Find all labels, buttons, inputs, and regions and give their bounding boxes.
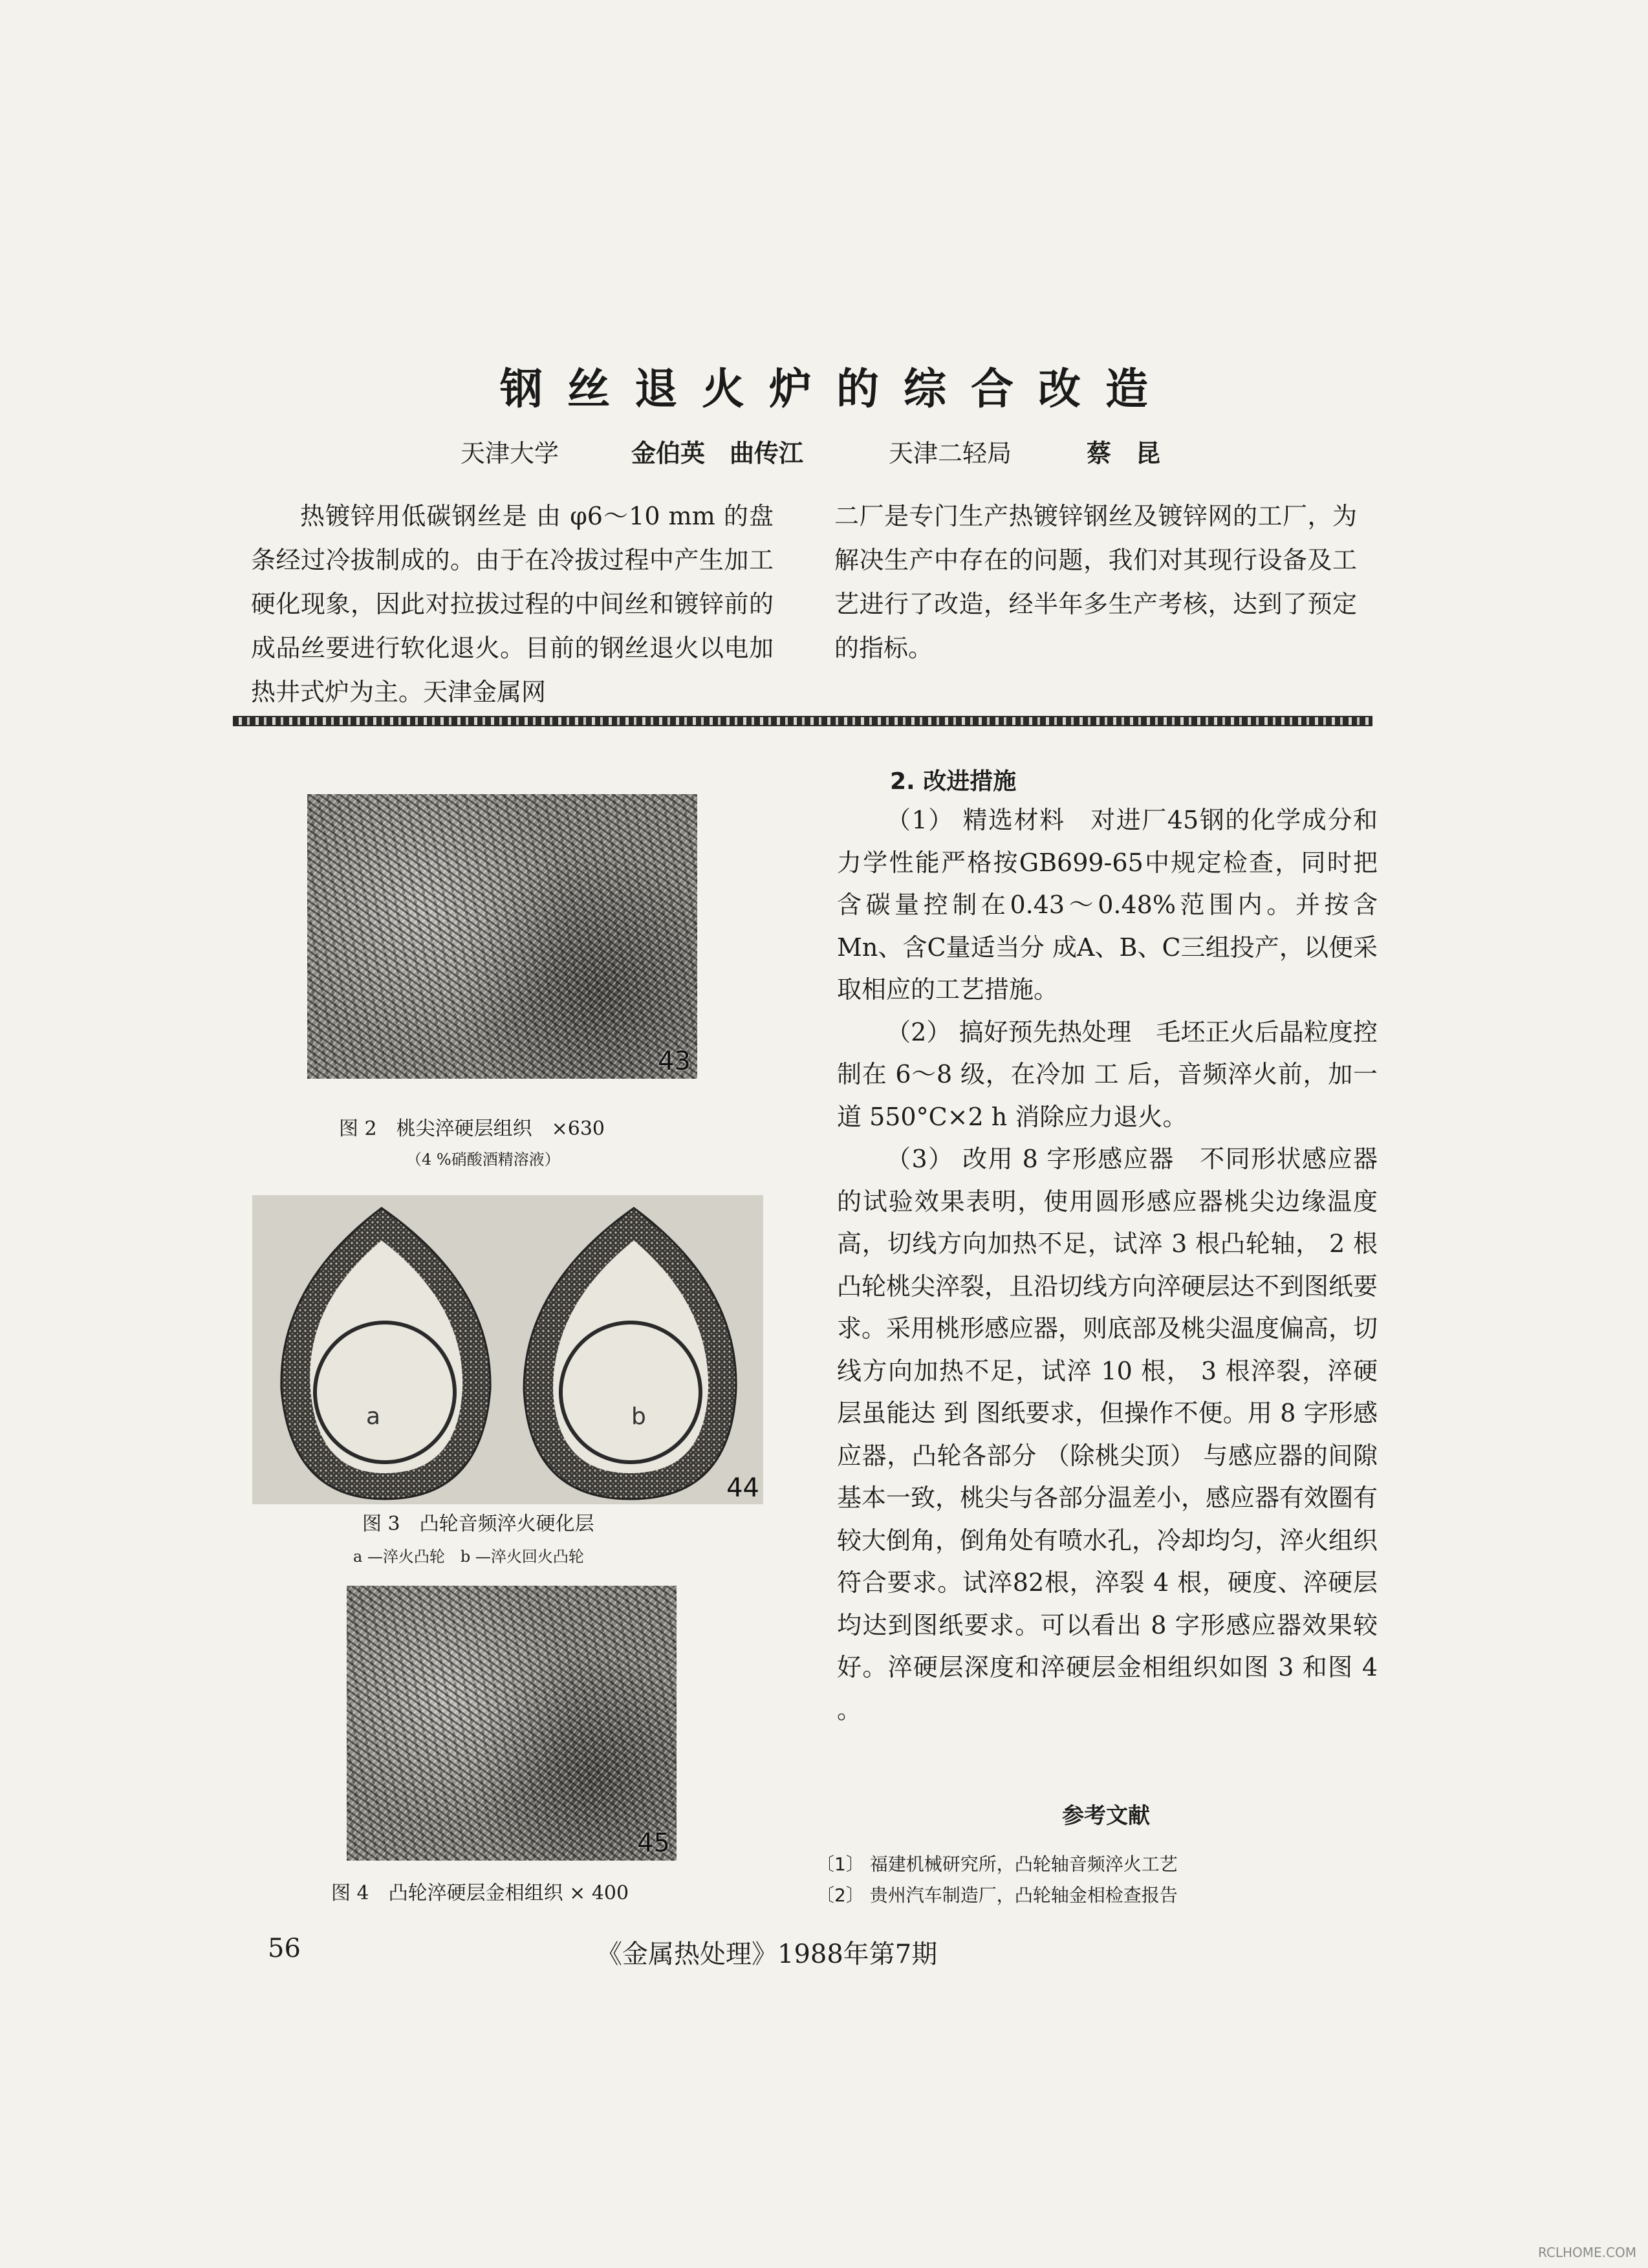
affiliation-2: 天津二轻局 [889, 439, 1012, 468]
paragraph-1: （1） 精选材料 对进厂45钢的化学成分和力学性能严格按GB699-65中规定检查，同时把含碳量控制在0.43～0.48%范围内。并按含 Mn、含C量适当分 成A、B、C三组投产，以便采取相应的工艺措施。 [837, 806, 1378, 1004]
cam-a-label: a [366, 1403, 381, 1430]
body-text [837, 799, 1378, 1731]
section-heading: 2. 改进措施 [890, 768, 1017, 795]
authors-2: 蔡 昆 [1087, 439, 1161, 468]
abstract-left [251, 494, 774, 714]
section-divider [233, 716, 1372, 726]
figure-3-photo [252, 1195, 763, 1504]
page-number: 56 [268, 1934, 301, 1963]
watermark: RCLHOME.COM [1537, 2245, 1636, 2260]
figure-3-number: 44 [726, 1473, 759, 1503]
references-heading: 参考文献 [1062, 1803, 1150, 1829]
abstract-right [834, 494, 1357, 670]
figure-2-subcaption: （4 %硝酸酒精溶液） [406, 1150, 560, 1169]
figure-3-caption: 图 3 凸轮音频淬火硬化层 [362, 1513, 594, 1535]
abstract-right-text: 二厂是专门生产热镀锌钢丝及镀锌网的工厂，为解决生产中存在的问题，我们对其现行设备及工艺进行了改造，经半年多生产考核，达到了预定的指标。 [834, 502, 1357, 662]
figure-4-caption: 图 4 凸轮淬硬层金相组织 × 400 [331, 1882, 629, 1905]
cam-b-label: b [631, 1403, 646, 1430]
figure-3-subcaption: a —淬火凸轮 b —淬火回火凸轮 [353, 1548, 584, 1566]
figure-4-micrograph [347, 1586, 677, 1861]
figure-2-number: 43 [658, 1046, 691, 1076]
figure-2-micrograph [307, 794, 697, 1079]
figure-3-cams-drawing [252, 1195, 763, 1504]
paragraph-2: （2） 搞好预先热处理 毛坯正火后晶粒度控制在 6～8 级，在冷加 工 后，音频淬火前，加一道 550°C×2 h 消除应力退火。 [837, 1017, 1378, 1131]
paragraph-3: （3） 改用 8 字形感应器 不同形状感应器的试验效果表明，使用圆形感应器桃尖边缘温度高，切线方向加热不足，试淬 3 根凸轮轴， 2 根凸轮桃尖淬裂，且沿切线方向淬硬层达不到图纸要求。采用桃形感应器，则底部及桃尖温度偏高，切线方向加热不足，试淬 10 根， 3 根淬裂，淬硬层虽能达 到 图纸要求，但操作不便。用 8 字形感应器，凸轮各部分 （除桃尖顶） 与感应器的间隙基本一致，桃尖与各部分温差小，感应器有效圈有较大倒角，倒角处有喷水孔，冷却均匀，淬火组织符合要求。试淬82根，淬裂 4 根，硬度、淬硬层均达到图纸要求。可以看出 8 字形感应器效果较好。淬硬层深度和淬硬层金相组织如图 3 和图 4 。 [837, 1145, 1378, 1724]
reference-1: 〔1〕 福建机械研究所，凸轮轴音频淬火工艺 [816, 1853, 1178, 1875]
article-title: 钢丝退火炉的综合改造 [500, 364, 1173, 414]
figure-2-caption: 图 2 桃尖淬硬层组织 ×630 [339, 1118, 605, 1140]
reference-2: 〔2〕 贵州汽车制造厂，凸轮轴金相检查报告 [816, 1885, 1178, 1906]
affiliation-1: 天津大学 [461, 439, 559, 468]
journal-footer: 《金属热处理》1988年第7期 [596, 1939, 938, 1969]
figure-4-number: 45 [637, 1828, 670, 1858]
abstract-left-text: 热镀锌用低碳钢丝是 由 φ6～10 mm 的盘条经过冷拔制成的。由于在冷拔过程中产生加工硬化现象，因此对拉拔过程的中间丝和镀锌前的成品丝要进行软化退火。目前的钢丝退火以电加热井式炉为主。天津金属网 [251, 502, 774, 706]
authors-1: 金伯英 曲传江 [631, 439, 804, 468]
